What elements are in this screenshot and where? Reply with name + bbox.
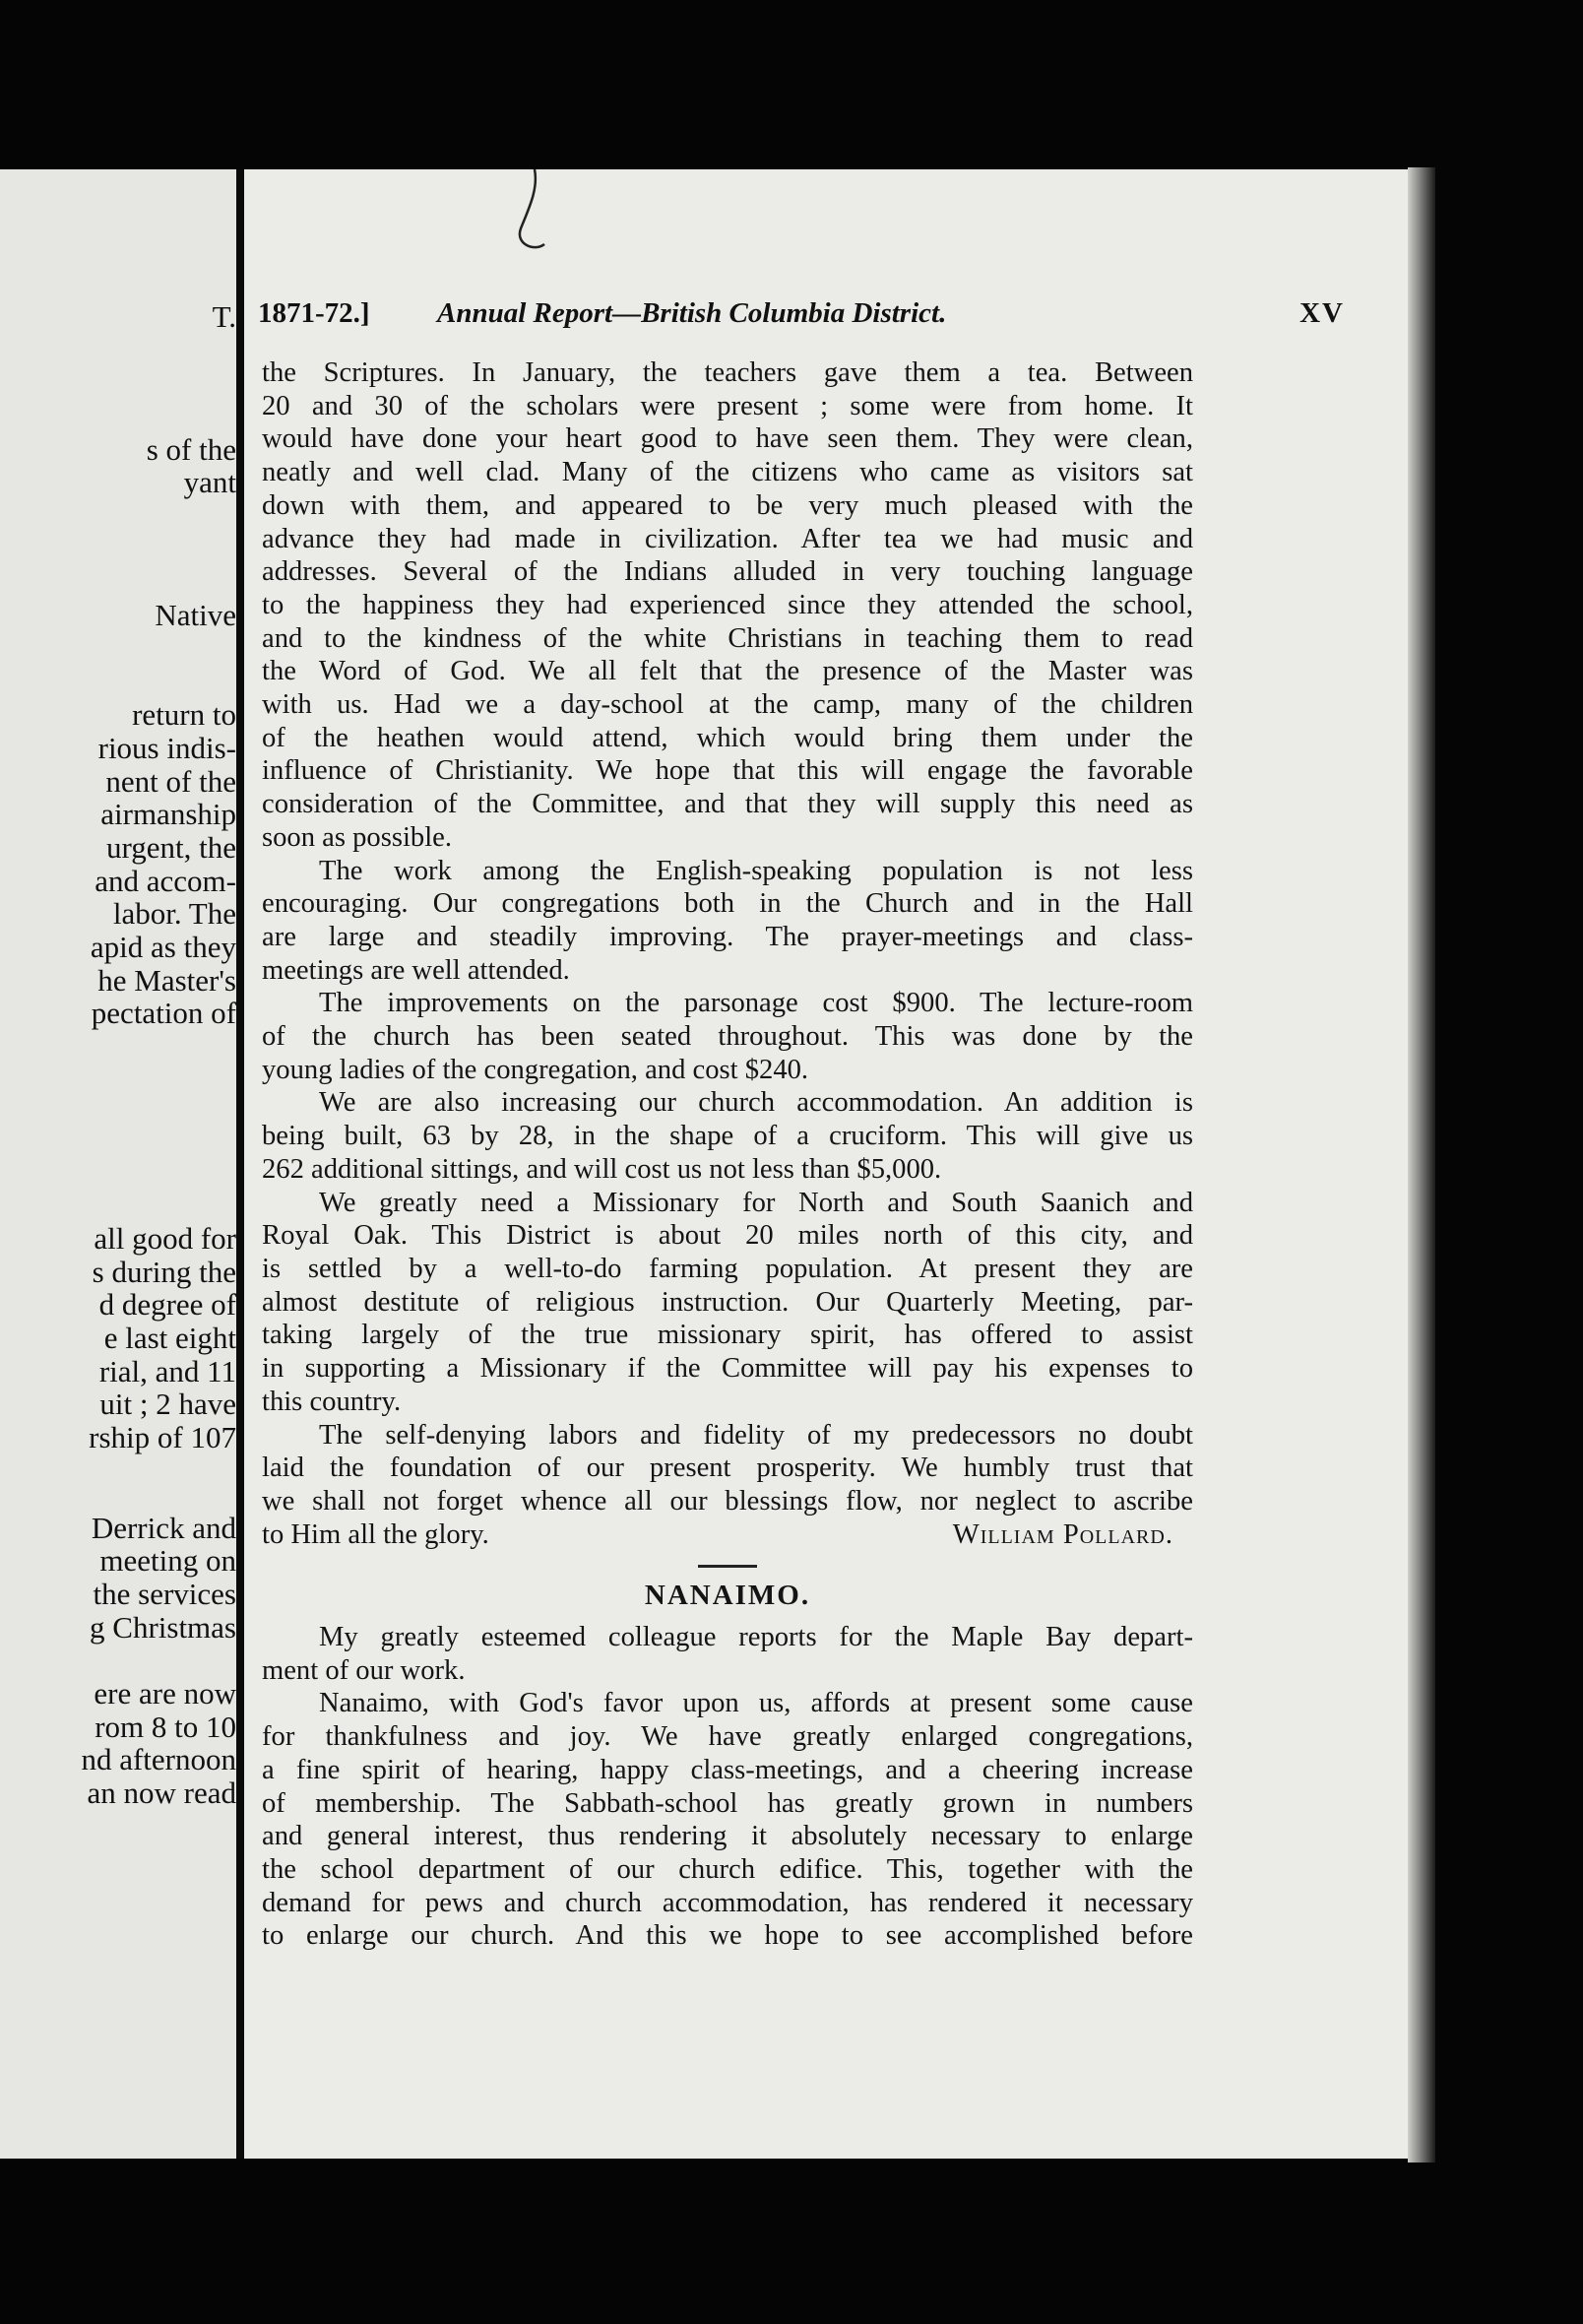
text-line: the Scriptures. In January, the teachers gave them a tea. Between (262, 357, 1193, 388)
section-divider (698, 1565, 757, 1568)
paragraph (262, 1187, 1193, 1419)
document-page (244, 169, 1408, 2159)
header-title: Annual Report—British Columbia District. (437, 297, 947, 329)
text-line: a fine spirit of hearing, happy class-meetings, and a cheering increase (262, 1754, 1193, 1785)
text-line: almost destitute of religious instruction. Our Quarterly Meeting, par- (262, 1286, 1193, 1318)
left-page-line: s of the (146, 431, 236, 467)
page-number: XV (1299, 297, 1345, 329)
text-line: to the happiness they had experienced since they attended the school, (262, 589, 1193, 620)
left-page-line: d degree of (98, 1287, 236, 1323)
body-text (262, 356, 1193, 1953)
running-header (258, 297, 1345, 337)
text-line: of membership. The Sabbath-school has greatly grown in numbers (262, 1787, 1193, 1819)
left-page-line: an now read (87, 1775, 236, 1811)
text-line: in supporting a Missionary if the Committee will pay his expenses to (262, 1353, 1193, 1385)
text-line: are large and steadily improving. The prayer-meetings and class- (262, 921, 1193, 952)
text-line: would have done your heart good to have seen them. They were clean, (262, 423, 1193, 455)
left-page-line: rom 8 to 10 (95, 1709, 236, 1744)
text-line-last: ment of our work. (262, 1654, 466, 1686)
signature-line (262, 1518, 1193, 1552)
left-page-line: airmanship (100, 797, 236, 832)
text-line: and general interest, thus rendering it absolutely necessary to enlarge (262, 1821, 1193, 1852)
left-page-fragment (0, 169, 238, 2159)
text-line: We are also increasing our church accommodation. An addition is (319, 1087, 1193, 1119)
left-page-line: rial, and 11 (98, 1353, 236, 1388)
left-page-line: he Master's (97, 962, 236, 998)
left-page-line: s during the (92, 1254, 236, 1289)
section-heading: NANAIMO. (644, 1580, 811, 1612)
text-line: neatly and well clad. Many of the citizens who came as visitors sat (262, 457, 1193, 488)
paragraph (262, 1086, 1193, 1186)
text-line: the school department of our church edifice. This, together with the (262, 1853, 1193, 1885)
text-line: The work among the English-speaking population is not less (319, 855, 1193, 886)
left-page-line: ere are now (94, 1676, 236, 1711)
text-line-last: 262 additional sittings, and will cost us not less than $5,000. (262, 1153, 942, 1185)
paragraph (262, 855, 1193, 988)
left-page-line: yant (183, 465, 236, 500)
text-line: the Word of God. We all felt that the presence of the Master was (262, 656, 1193, 687)
text-line: with us. Had we a day-school at the camp, many of the children (262, 689, 1193, 721)
text-line: demand for pews and church accommodation, has rendered it necessary (262, 1887, 1193, 1918)
page-edge (1408, 167, 1435, 2163)
left-page-line: apid as they (90, 930, 236, 964)
text-line: We greatly need a Missionary for North and South Saanich and (319, 1187, 1193, 1218)
left-page-line: urgent, the (105, 829, 236, 865)
left-page-line: T. (212, 298, 236, 334)
text-line: addresses. Several of the Indians alluded in very touching language (262, 556, 1193, 588)
text-line-last: meetings are well attended. (262, 954, 570, 986)
signature: William Pollard. (952, 1518, 1173, 1550)
text-line: taking largely of the true missionary spirit, has offered to assist (262, 1320, 1193, 1351)
left-page-line: labor. The (112, 896, 236, 932)
text-line: Royal Oak. This District is about 20 miles north of this city, and (262, 1220, 1193, 1252)
text-line-last: young ladies of the congregation, and cost $240. (262, 1054, 809, 1085)
left-page-line: Native (155, 598, 236, 632)
left-page-line: pectation of (91, 996, 236, 1031)
left-page-line: uit ; 2 have (99, 1387, 236, 1422)
left-page-line: return to (132, 697, 236, 733)
header-year: 1871-72.] (258, 297, 370, 329)
text-line: The improvements on the parsonage cost $900. The lecture-room (319, 988, 1193, 1019)
paragraph (262, 987, 1193, 1086)
text-line-last: soon as possible. (262, 821, 453, 853)
text-line-last: this country. (262, 1386, 402, 1417)
text-line: encouraging. Our congregations both in the Church and in the Hall (262, 888, 1193, 920)
text-line: of the church has been seated throughout. This was done by the (262, 1021, 1193, 1053)
text-line: influence of Christianity. We hope that this will engage the favorable (262, 755, 1193, 787)
text-line: of the heathen would attend, which would bring them under the (262, 722, 1193, 753)
text-line: to enlarge our church. And this we hope to see accomplished before (262, 1920, 1193, 1952)
left-page-line: Derrick and (91, 1510, 236, 1545)
paragraph (262, 1621, 1193, 1687)
page-gutter (236, 169, 244, 2159)
paragraph (262, 1419, 1193, 1552)
text-line: for thankfulness and joy. We have greatly enlarged congregations, (262, 1721, 1193, 1753)
text-line: My greatly esteemed colleague reports for the Maple Bay depart- (319, 1622, 1193, 1652)
left-page-line: nent of the (105, 763, 236, 799)
left-page-line: e last eight (103, 1321, 236, 1355)
text-line: laid the foundation of our present prosperity. We humbly trust that (262, 1452, 1193, 1484)
text-line: being built, 63 by 28, in the shape of a cruciform. This will give us (262, 1121, 1193, 1152)
text-line-last: to Him all the glory. (262, 1518, 489, 1550)
left-page-line: rship of 107 (89, 1420, 236, 1455)
text-line: consideration of the Committee, and that they will supply this need as (262, 789, 1193, 820)
text-line: and to the kindness of the white Christians in teaching them to read (262, 622, 1193, 654)
text-line: The self-denying labors and fidelity of my predecessors no doubt (319, 1419, 1193, 1451)
left-page-line: nd afternoon (81, 1742, 236, 1777)
text-line: 20 and 30 of the scholars were present ; some were from home. It (262, 390, 1193, 421)
paragraph (262, 356, 1193, 855)
left-page-line: the services (93, 1576, 236, 1611)
left-page-line: and accom- (95, 863, 236, 898)
text-line: Nanaimo, with God's favor upon us, affords at present some cause (319, 1688, 1193, 1719)
paragraph (262, 1687, 1193, 1953)
left-page-line: meeting on (99, 1543, 236, 1579)
text-line: we shall not forget whence all our blessings flow, nor neglect to ascribe (262, 1485, 1193, 1517)
text-line: is settled by a well-to-do farming population. At present they are (262, 1253, 1193, 1284)
left-page-line: rious indis- (97, 730, 236, 765)
text-line: advance they had made in civilization. After tea we had music and (262, 523, 1193, 554)
left-page-line: g Christmas (90, 1609, 236, 1645)
pencil-mark (505, 169, 564, 268)
left-page-line: all good for (94, 1220, 236, 1256)
text-line: down with them, and appeared to be very much pleased with the (262, 489, 1193, 521)
